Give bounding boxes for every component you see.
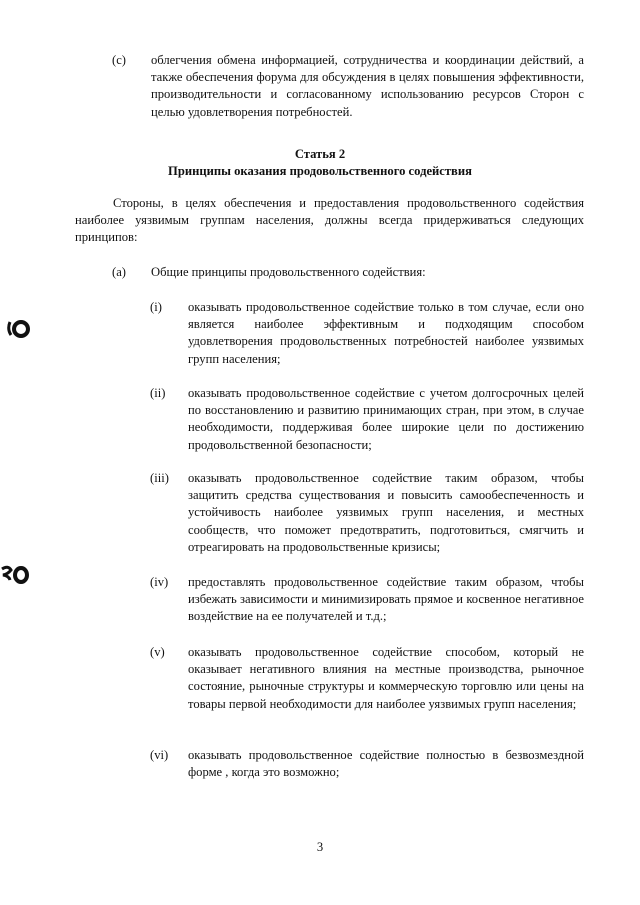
principle-iv-text: предоставлять продовольственное содействие таким образом, чтобы избежать зависимости и минимизировать прямое и косвенное негативное воздействие на ее получателей и т.д.; (188, 575, 584, 624)
principle-iv-label: (iv) (150, 575, 169, 589)
margin-scan-mark (6, 318, 34, 340)
article-number: Статья 2 (294, 147, 346, 161)
principle-v-label: (v) (150, 645, 165, 659)
item-c-text: облегчения обмена информацией, сотрудничества и координации действий, а также обеспечения форума для обсуждения в целях повышения эффективности, производительности и согласованному использованию ресурсов Сторон с целью удовлетворения потребностей. (151, 53, 584, 119)
principle-vi-text: оказывать продовольственное содействие полностью в безвозмездной форме , когда это возможно; (188, 748, 584, 780)
item-a-label: (a) (112, 265, 126, 279)
principle-v-text: оказывать продовольственное содействие способом, который не оказывает негативного влияния на местные производства, рыночное состояние, рыночные структуры и коммерческую торговлю или цены на товары первой необходимости для наиболее уязвимых групп населения; (188, 645, 584, 711)
principle-vi-label: (vi) (150, 748, 169, 762)
margin-scan-mark (0, 563, 30, 585)
principle-i-text: оказывать продовольственное содействие только в том случае, если оно является наиболее эффективным и подходящим способом удовлетворения продовольственных потребностей наиболее уязвимых групп населения; (188, 300, 584, 366)
item-a-text: Общие принципы продовольственного содействия: (151, 265, 426, 279)
principle-iii-text: оказывать продовольственное содействие таким образом, чтобы защитить средства существования и повысить самообеспеченность и устойчивость наиболее уязвимых групп населения, и местных сообществ, что поможет предотвратить, подготовиться, смягчить и отреагировать на продовольственные кризисы; (188, 471, 584, 554)
principle-iii-label: (iii) (150, 471, 169, 485)
principle-ii-label: (ii) (150, 386, 166, 400)
article-intro: Стороны, в целях обеспечения и предоставления продовольственного содействия наиболее уязвимым группам населения, должны всегда придерживаться следующих принципов: (75, 196, 584, 245)
principle-i-label: (i) (150, 300, 162, 314)
article-title: Принципы оказания продовольственного содействия (168, 164, 472, 178)
page-number: 3 (316, 840, 324, 854)
principle-ii-text: оказывать продовольственное содействие с учетом долгосрочных целей по восстановлению и развитию принимающих стран, при этом, в случае необходимости, поддерживая более широкие цели по достижению продовольственной безопасности; (188, 386, 584, 452)
item-c-label: (c) (112, 53, 126, 67)
